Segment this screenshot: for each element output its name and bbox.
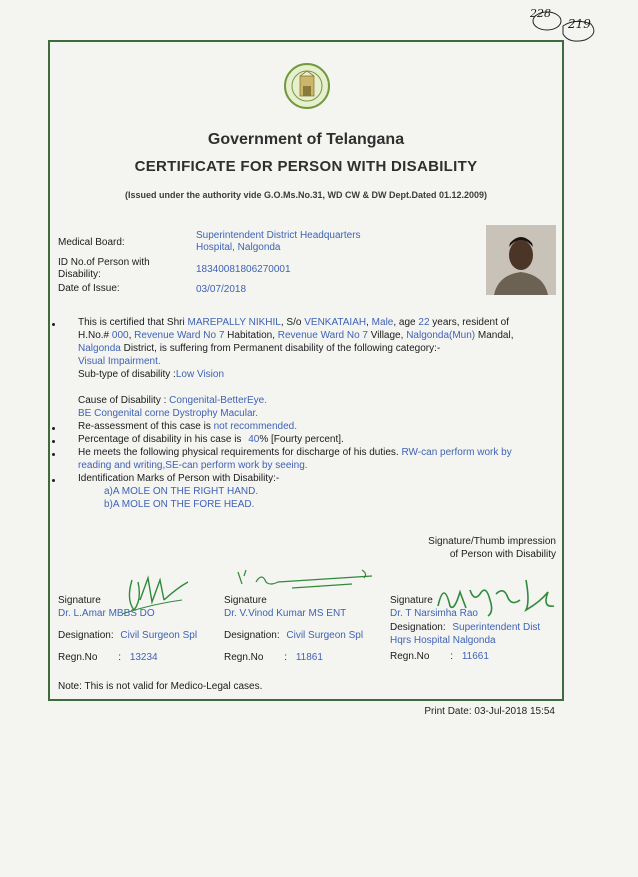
district: Nalgonda [78, 343, 121, 354]
designation-label: Designation: [224, 630, 280, 641]
disability-subtype: Low Vision [175, 369, 225, 380]
mandal: Nalgonda(Mun) [406, 330, 476, 341]
regn-label: Regn.No [58, 652, 98, 663]
signatory-name: Dr. T Narsimha Rao [390, 608, 478, 619]
designation-value: Civil Surgeon Spl [286, 630, 364, 641]
reassessment-line: Re-assessment of this case is not recommended. [78, 421, 297, 432]
medical-board-line-1: Superintendent District Headquarters [196, 230, 361, 241]
signature-scribble-2 [232, 566, 377, 596]
percentage-value: 40 [248, 434, 260, 445]
signatory-3: Signature Dr. T Narsimha Rao Designation: Superintendent Dist Hqrs Hospital Nalgonda Regn.No : 11661 [390, 594, 562, 663]
paragraph-line-3: Nalgonda District, is suffering from Permanent disability of the following category:- [78, 343, 441, 354]
paragraph-line-2: H.No.# 000, Revenue Ward No 7 Habitation, Revenue Ward No 7 Village, Nalgonda(Mun) Mandal, [78, 330, 514, 341]
date-of-issue-label: Date of Issue: [58, 283, 120, 294]
designation-value: Superintendent Dist [452, 622, 541, 633]
government-title: Government of Telangana [207, 131, 405, 148]
signatory-name: Dr. L.Amar MBBS DO [58, 608, 155, 619]
designation-value: Civil Surgeon Spl [120, 630, 198, 641]
habitation: Revenue Ward No 7 [134, 330, 225, 341]
signature-scribble-3 [430, 572, 560, 620]
signature-scribble-1 [112, 570, 192, 620]
percentage-line: Percentage of disability in his case is 40% [Fourty percent]. [78, 434, 344, 445]
cause-value-2: BE Congenital corne Dystrophy Macular. [78, 408, 259, 419]
thumb-impression-label [428, 535, 556, 561]
designation-label: Designation: [58, 630, 114, 641]
id-label [58, 257, 150, 281]
disability-category: Visual Impairment. [78, 356, 161, 367]
father-name: VENKATAIAH [304, 317, 367, 328]
stamp-number-2: 219 [568, 17, 591, 31]
age: 22 [418, 317, 430, 328]
bullet [52, 479, 55, 482]
id-label-line-2: Disability: [58, 269, 101, 280]
signature-label: Signature [224, 595, 267, 606]
regn-label: Regn.No [390, 651, 430, 662]
id-value: 18340081806270001 [196, 264, 291, 275]
thumb-line-2: of Person with Disability [449, 549, 556, 560]
subtype-line: Sub-type of disability :Low Vision [78, 369, 225, 380]
certificate-title: CERTIFICATE FOR PERSON WITH DISABILITY [134, 158, 478, 175]
gender: Male [371, 317, 394, 328]
regn-label: Regn.No [224, 652, 264, 663]
signature-label: Signature [58, 595, 101, 606]
house-number: 000 [111, 330, 129, 341]
identification-mark-a: a)A MOLE ON THE RIGHT HAND. [104, 486, 259, 497]
medical-board-value [196, 230, 361, 254]
medical-board-label: Medical Board: [58, 237, 125, 248]
medico-legal-note: Note: This is not valid for Medico-Legal cases. [58, 681, 263, 692]
medical-board-line-2: Hospital, Nalgonda [196, 242, 281, 253]
regn-value: 11661 [461, 651, 489, 662]
designation-label: Designation: [390, 622, 446, 633]
print-date: Print Date: 03-Jul-2018 15:54 [424, 706, 555, 717]
physical-requirements-line: He meets the following physical requirements for discharge of his duties. RW-can perform work by [78, 447, 512, 458]
id-label-line-1: ID No.of Person with [58, 257, 150, 268]
bullet [52, 427, 55, 430]
regn-value: 13234 [129, 652, 158, 663]
paragraph-line-1: This is certified that Shri MAREPALLY NIKHIL, S/o VENKATAIAH, Male, age 22 years, resident of [78, 317, 510, 328]
certification-paragraph [78, 316, 550, 381]
issued-under-text: (Issued under the authority vide G.O.Ms.No.31, WD CW & DW Dept.Dated 01.12.2009) [124, 190, 488, 200]
telangana-emblem-icon [283, 62, 331, 110]
thumb-line-1: Signature/Thumb impression [428, 536, 556, 547]
reassessment-value: not recommended. [213, 421, 297, 432]
date-of-issue-value: 03/07/2018 [196, 284, 247, 295]
stamp-number: 228 [530, 7, 551, 20]
cause-section [78, 394, 550, 511]
cause-line: Cause of Disability : Congenital-BetterEye. [78, 395, 267, 406]
regn-value: 11861 [295, 652, 323, 663]
village: Revenue Ward No 7 [277, 330, 368, 341]
designation-value-2: Hqrs Hospital Nalgonda [390, 635, 496, 646]
identification-mark-b: b)A MOLE ON THE FORE HEAD. [104, 499, 255, 510]
signatory-name: Dr. V.Vinod Kumar MS ENT [224, 608, 347, 619]
signature-label: Signature [390, 595, 433, 606]
signatory-1: Signature Dr. L.Amar MBBS DO Designation: Civil Surgeon Spl Regn.No : 13234 [58, 594, 218, 664]
person-name: MAREPALLY NIKHIL [187, 317, 281, 328]
bullet [52, 440, 55, 443]
bullet [52, 453, 55, 456]
physical-requirements-1: RW-can perform work by [401, 447, 512, 458]
person-photo [486, 225, 556, 295]
identification-marks-label: Identification Marks of Person with Disability:- [78, 473, 280, 484]
signatory-2: Signature Dr. V.Vinod Kumar MS ENT Designation: Civil Surgeon Spl Regn.No : 11861 [224, 594, 384, 664]
cause-value-1: Congenital-BetterEye. [169, 395, 267, 406]
bullet [52, 323, 55, 326]
physical-requirements-2: reading and writing,SE-can perform work by seeing. [78, 460, 308, 471]
